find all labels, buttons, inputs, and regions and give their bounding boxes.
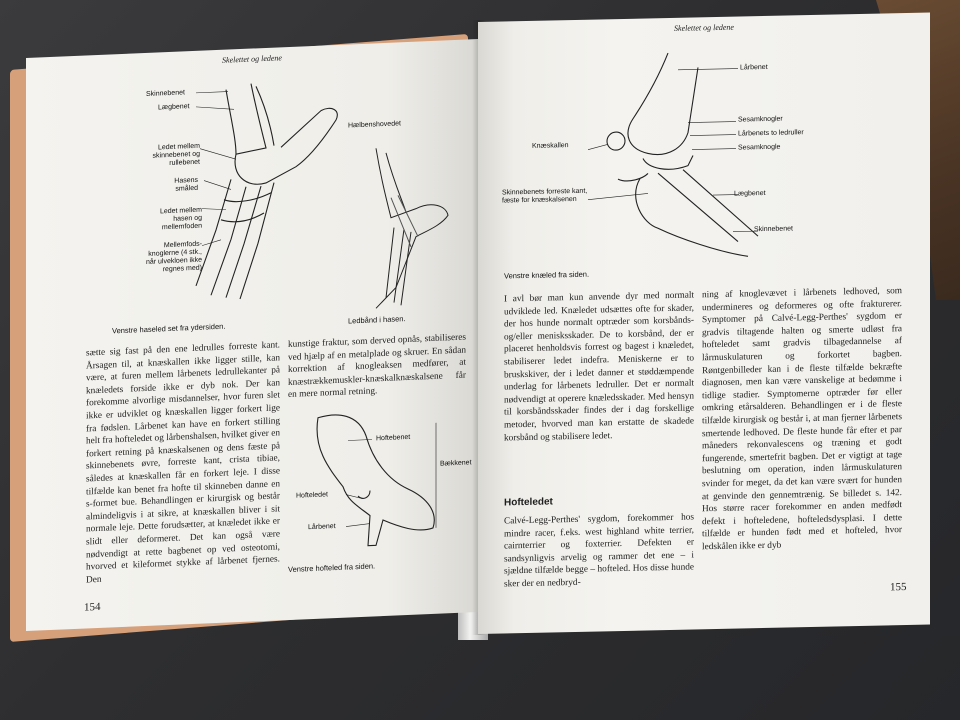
right-col1-bottom-text: Calvé-Legg-Perthes' sygdom, forekommer hos mindre racer, f.eks. west highland white terrier, cairnterrier og foxterrier. Defekten er sandsynligvis arvelig og rammer det ene – i sjældne tilfælde begge – hofteled. Hos disse hunde sker der en nedbryd- (504, 512, 694, 590)
label-sesamknogler: Sesamknogler (738, 115, 783, 124)
section-heading-hofteledet: Hofteledet (504, 496, 553, 509)
right-col2-text: ning af knoglevævet i lårbenets ledhoved, som undermineres og deformeres og ofte frakturerer. Symptomer på Calvé-Legg-Perthes' sygdom er gradvis tiltagende halten og smerte udløst fra hofteledet samt gradvis tilbagedannelse af lårmuskulaturen og forkortet bagben. Røntgenbilleder kan i de fleste tilfælde bekræfte diagnosen, men kan være vanskelige at bedømme i tidlige stadier. Symptomerne optræder før eller omkring etårsalderen. Behandlingen er i de fleste tilfælde kirurgisk og består i, at man fjerner lårbenets smertende ledhoved. De fleste hunde får efter et par måneders rekonvalescens og træning et godt fungerende, smertefrit bagben. Det er vigtigt at tage beslutning om operation, inden lårmuskulaturen svinder for meget, da det kan være svært for hunden at genvinde den gennemtrænig. Se billedet s. 142. Hos større racer forekommer en anden medfødt defekt i hofteledene, hofteledsdysplasi. I dette tilfælde er hunden født med et hofteled, hvor ledskålen ikke er dyb (702, 286, 902, 553)
hip-joint-illustration (288, 402, 458, 559)
caption-haseled: Venstre haseled set fra ydersiden. (112, 321, 226, 336)
left-page-number: 154 (84, 600, 101, 614)
label-laegbenet-knae: Lægbenet (734, 189, 766, 198)
hock-ligaments-illustration (356, 135, 456, 314)
right-col1-top-text: I avl bør man kun anvende dyr med normalt udviklede led. Knæledet udsættes ofte for skader, der hos hunde normalt optræder som korsbånds- og/eller menisksskader. De to korsbånd, der er placeret henholdsvis forrest og bagest i knæledet, stabiliserer ledet indefra. Meniskerne er to bruskskiver, der i ledet danner et støddæmpende underlag for lårbenets ledruller. Det er normalt nødvendigt at operere knæledsskader. Med hensyn til korsbåndsskader findes der i dag forskellige metoder, hvorved man kan erstatte de skadede korsbånd og stabilisere ledet. (504, 290, 694, 443)
caption-knaeled: Venstre knæled fra siden. (504, 269, 590, 281)
label-hoftebenet: Hoftebenet (376, 433, 411, 443)
label-skinnebenet: Skinnebenet (146, 89, 185, 98)
label-laarbenets-ledruller: Lårbenets to ledruller (738, 129, 804, 138)
right-page-column-2 (702, 285, 902, 554)
label-skinnebenet-knae: Skinnebenet (754, 225, 793, 234)
right-page-column-1 (504, 289, 694, 444)
label-baekkenet: Bækkenet (440, 459, 472, 468)
label-ledet-hase-mellemfod: Ledet mellem hasen og mellemfoden (159, 206, 202, 232)
label-ledet-skinneben-rulleben: Ledet mellem skinnebenet og rullebenet (152, 142, 200, 167)
right-page-header: Skelettet og ledene (674, 22, 734, 33)
left-page-column-2 (288, 332, 466, 402)
label-skinnebenets-forreste-kant: Skinnebenets forreste kant, fæste for knæskalsenen (502, 187, 588, 205)
left-page (26, 39, 478, 631)
left-col2-text: kunstige fraktur, som derved opnås, stabiliseres ved hjælp af en metalplade og skruer. En sådan korrektion af knogleaksen medfører, at knæstrækkemuskler-knæskalknæskalsene får en mere normal retning. (288, 332, 466, 401)
label-knaeskallen: Knæskallen (532, 142, 569, 150)
label-laarbenet: Lårbenet (308, 523, 336, 532)
right-page (478, 13, 930, 634)
right-page-column-1-bottom (504, 511, 694, 591)
left-page-header: Skelettet og ledene (222, 53, 282, 65)
caption-ledbaand: Ledbånd i hasen. (348, 314, 406, 326)
label-laarbenet-knae: Lårbenet (740, 63, 768, 72)
left-page-column-1 (86, 339, 280, 586)
label-laegbenet: Lægbenet (158, 103, 190, 112)
left-col1-text: sætte sig fast på den ene ledrulles forreste kant. Årsagen til, at knæskallen ikke ligger stille, kan være, at furen mellem lårbenets ledrullekanter på knæledets forside ikke er dyb nok. Der kan forekomme alvorlige misdannelser, hvor furen slet ikke er udviklet og knæskallen ligger forkert lige fra fødslen. Lårbenet kan have en forkert stilling helt fra hofteledet og lårbenshalsen, hvilket giver en forkert retning på knæskalsenen og dens fæste på skinnebenets øvre, forreste kant, crista tibiae, således at knæskallen får en forkert leje. I disse tilfælde kan benet fra hofte til skinneben danne en s-formet bue. Behandlingen er kirurgisk og består almindeligvis i at sikre, at knæskallen bliver i sit normale leje. Dette forudsætter, at knæledet ikke er slidt eller deformeret. Det kan også være nødvendigt at rette bagbenet op ved osteotomi, hvorved et kileformet stykke af lårbenet fjernes. Den (86, 340, 280, 586)
right-page-number: 155 (890, 581, 907, 594)
label-hasens-smaaled: Hasens småled (174, 176, 198, 193)
label-sesamknogle: Sesamknogle (738, 143, 781, 152)
label-haelbenshovedet: Hælbenshovedet (348, 120, 401, 130)
label-mellemfodsknoglerne: Mellemfods-knoglerne (4 stk., når ulvekloen ikke regnes med) (145, 240, 202, 274)
label-hofteledet: Hofteledet (296, 491, 328, 500)
caption-hofteled: Venstre hofteled fra siden. (288, 561, 376, 575)
